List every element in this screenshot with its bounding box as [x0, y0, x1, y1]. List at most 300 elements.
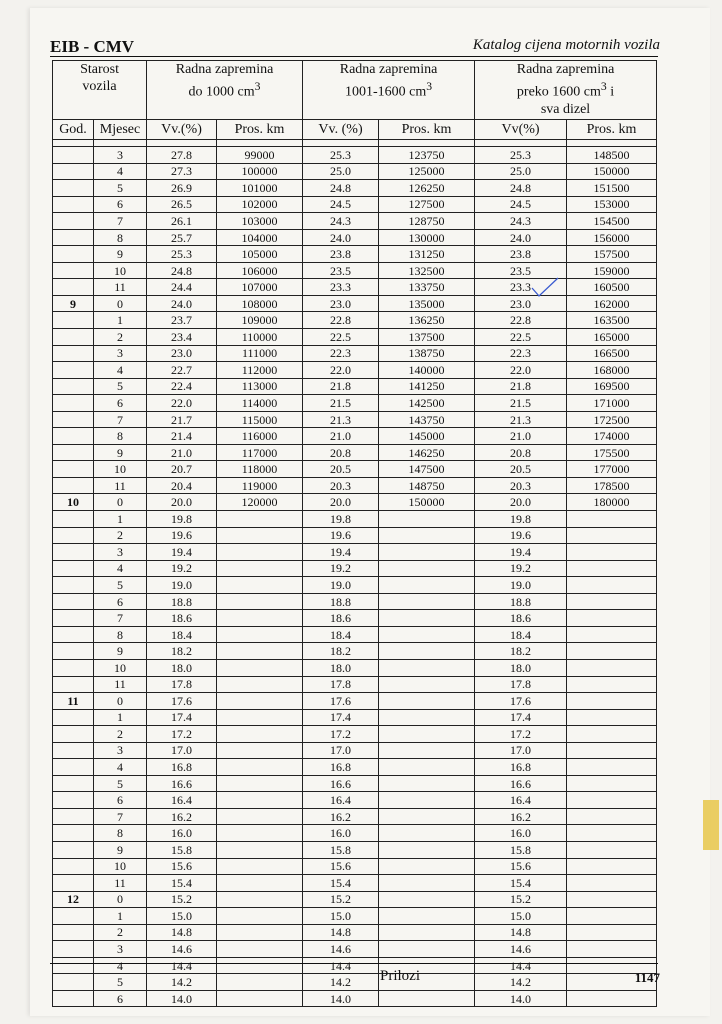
value-pct-2-cell: 18.8 — [303, 593, 379, 610]
avg-km-3-cell — [567, 511, 657, 528]
year-cell: 9 — [53, 295, 94, 312]
value-pct-1-cell: 24.4 — [147, 279, 217, 296]
avg-km-1-cell — [217, 808, 303, 825]
value-pct-2-cell: 18.4 — [303, 626, 379, 643]
value-pct-2-cell: 23.3 — [303, 279, 379, 296]
value-pct-2-cell: 15.0 — [303, 908, 379, 925]
month-cell: 6 — [94, 395, 147, 412]
month-cell: 1 — [94, 312, 147, 329]
month-cell: 2 — [94, 924, 147, 941]
month-cell: 5 — [94, 577, 147, 594]
value-pct-1-cell: 26.9 — [147, 180, 217, 197]
year-cell — [53, 626, 94, 643]
value-pct-1-cell: 17.4 — [147, 709, 217, 726]
avg-km-2-cell — [379, 792, 475, 809]
table-row — [53, 875, 657, 892]
year-cell — [53, 163, 94, 180]
year-cell — [53, 428, 94, 445]
avg-km-2-cell — [379, 924, 475, 941]
year-cell — [53, 659, 94, 676]
year-cell — [53, 808, 94, 825]
avg-km-1-cell — [217, 693, 303, 710]
value-pct-3-cell: 16.8 — [475, 759, 567, 776]
avg-km-3-cell — [567, 626, 657, 643]
avg-km-3-cell — [567, 560, 657, 577]
value-pct-1-cell: 14.8 — [147, 924, 217, 941]
avg-km-2-cell: 137500 — [379, 329, 475, 346]
sticky-tape-mark — [703, 800, 719, 850]
avg-km-3-cell: 180000 — [567, 494, 657, 511]
value-pct-3-cell: 17.4 — [475, 709, 567, 726]
avg-km-1-cell — [217, 626, 303, 643]
avg-km-3-cell — [567, 726, 657, 743]
value-pct-2-cell: 16.6 — [303, 775, 379, 792]
value-pct-2-cell: 25.3 — [303, 147, 379, 164]
value-pct-3-cell: 23.5 — [475, 262, 567, 279]
value-pct-2-cell: 16.8 — [303, 759, 379, 776]
avg-km-3-cell: 171000 — [567, 395, 657, 412]
month-cell: 7 — [94, 610, 147, 627]
year-cell — [53, 908, 94, 925]
avg-km-2-cell: 145000 — [379, 428, 475, 445]
value-pct-3-cell: 24.3 — [475, 213, 567, 230]
avg-km-2-cell: 138750 — [379, 345, 475, 362]
avg-km-3-cell — [567, 825, 657, 842]
footer-rule — [50, 963, 658, 964]
avg-km-2-cell: 146250 — [379, 444, 475, 461]
month-cell: 1 — [94, 908, 147, 925]
avg-km-1-cell — [217, 560, 303, 577]
value-pct-3-cell: 16.2 — [475, 808, 567, 825]
checkmark-pen-mark-icon — [530, 276, 560, 300]
month-cell: 9 — [94, 841, 147, 858]
table-row — [53, 444, 657, 461]
value-pct-2-cell: 20.5 — [303, 461, 379, 478]
table-row — [53, 643, 657, 660]
month-cell: 1 — [94, 511, 147, 528]
value-pct-1-cell: 20.4 — [147, 477, 217, 494]
month-cell: 0 — [94, 891, 147, 908]
month-cell: 10 — [94, 858, 147, 875]
month-cell: 5 — [94, 974, 147, 991]
avg-km-1-cell: 117000 — [217, 444, 303, 461]
table-row — [53, 494, 657, 511]
month-cell: 7 — [94, 808, 147, 825]
avg-km-1-cell — [217, 577, 303, 594]
value-pct-3-cell: 19.0 — [475, 577, 567, 594]
year-cell — [53, 312, 94, 329]
avg-km-3-cell: 177000 — [567, 461, 657, 478]
month-cell: 10 — [94, 461, 147, 478]
month-cell: 2 — [94, 527, 147, 544]
table-row — [53, 693, 657, 710]
value-pct-1-cell: 17.0 — [147, 742, 217, 759]
avg-km-2-cell — [379, 709, 475, 726]
value-pct-3-cell: 17.8 — [475, 676, 567, 693]
value-pct-2-cell: 23.5 — [303, 262, 379, 279]
avg-km-2-cell — [379, 726, 475, 743]
avg-km-1-cell — [217, 775, 303, 792]
value-pct-3-cell: 17.6 — [475, 693, 567, 710]
avg-km-1-cell: 107000 — [217, 279, 303, 296]
month-cell: 2 — [94, 726, 147, 743]
avg-km-1-cell — [217, 990, 303, 1007]
avg-km-1-cell: 106000 — [217, 262, 303, 279]
table-row — [53, 726, 657, 743]
avg-km-1-cell — [217, 825, 303, 842]
avg-km-1-cell — [217, 676, 303, 693]
avg-km-1-cell — [217, 941, 303, 958]
avg-km-2-cell: 141250 — [379, 378, 475, 395]
avg-km-1-cell: 114000 — [217, 395, 303, 412]
month-cell: 9 — [94, 643, 147, 660]
avg-km-3-cell: 157500 — [567, 246, 657, 263]
value-pct-1-cell: 19.2 — [147, 560, 217, 577]
value-pct-1-cell: 15.2 — [147, 891, 217, 908]
year-cell — [53, 329, 94, 346]
col-header-month: Mjesec — [94, 120, 147, 140]
avg-km-1-cell: 108000 — [217, 295, 303, 312]
avg-km-2-cell — [379, 825, 475, 842]
group-header-over-1600-diesel: Radna zapremina preko 1600 $cm^3$ i sva dizel — [475, 61, 657, 120]
avg-km-2-cell — [379, 593, 475, 610]
table-row — [53, 709, 657, 726]
value-pct-1-cell: 27.8 — [147, 147, 217, 164]
col-header-avg-km-1: Pros. km — [217, 120, 303, 140]
price-catalog-table — [52, 60, 657, 1007]
value-pct-3-cell: 19.6 — [475, 527, 567, 544]
avg-km-1-cell: 99000 — [217, 147, 303, 164]
avg-km-1-cell: 105000 — [217, 246, 303, 263]
col-header-avg-km-3: Pros. km — [567, 120, 657, 140]
value-pct-2-cell: 24.0 — [303, 229, 379, 246]
year-cell — [53, 511, 94, 528]
avg-km-2-cell — [379, 643, 475, 660]
value-pct-2-cell: 17.0 — [303, 742, 379, 759]
year-cell — [53, 676, 94, 693]
avg-km-2-cell — [379, 544, 475, 561]
value-pct-1-cell: 20.7 — [147, 461, 217, 478]
avg-km-2-cell: 147500 — [379, 461, 475, 478]
avg-km-1-cell — [217, 659, 303, 676]
avg-km-3-cell: 175500 — [567, 444, 657, 461]
value-pct-2-cell: 16.2 — [303, 808, 379, 825]
avg-km-1-cell — [217, 709, 303, 726]
value-pct-1-cell: 23.4 — [147, 329, 217, 346]
year-cell: 11 — [53, 693, 94, 710]
avg-km-3-cell — [567, 693, 657, 710]
value-pct-3-cell: 25.0 — [475, 163, 567, 180]
value-pct-1-cell: 14.4 — [147, 957, 217, 974]
avg-km-2-cell: 125000 — [379, 163, 475, 180]
value-pct-2-cell: 15.6 — [303, 858, 379, 875]
value-pct-1-cell: 22.0 — [147, 395, 217, 412]
month-cell: 4 — [94, 163, 147, 180]
month-cell: 7 — [94, 411, 147, 428]
table-row — [53, 891, 657, 908]
value-pct-1-cell: 17.2 — [147, 726, 217, 743]
avg-km-3-cell — [567, 908, 657, 925]
year-cell — [53, 147, 94, 164]
value-pct-3-cell: 18.2 — [475, 643, 567, 660]
value-pct-2-cell: 18.0 — [303, 659, 379, 676]
value-pct-1-cell: 16.4 — [147, 792, 217, 809]
value-pct-3-cell: 20.8 — [475, 444, 567, 461]
avg-km-3-cell — [567, 659, 657, 676]
month-cell: 11 — [94, 676, 147, 693]
month-cell: 5 — [94, 378, 147, 395]
page-number: 1147 — [634, 970, 660, 985]
value-pct-2-cell: 14.0 — [303, 990, 379, 1007]
avg-km-2-cell: 143750 — [379, 411, 475, 428]
avg-km-2-cell: 132500 — [379, 262, 475, 279]
value-pct-2-cell: 22.5 — [303, 329, 379, 346]
avg-km-3-cell — [567, 643, 657, 660]
month-cell: 7 — [94, 213, 147, 230]
year-cell — [53, 560, 94, 577]
table-row — [53, 775, 657, 792]
table-row — [53, 610, 657, 627]
value-pct-2-cell: 16.4 — [303, 792, 379, 809]
value-pct-1-cell: 15.4 — [147, 875, 217, 892]
value-pct-3-cell: 21.3 — [475, 411, 567, 428]
value-pct-1-cell: 26.5 — [147, 196, 217, 213]
avg-km-2-cell — [379, 941, 475, 958]
value-pct-1-cell: 15.0 — [147, 908, 217, 925]
header-spacer-row — [53, 140, 657, 147]
month-cell: 3 — [94, 345, 147, 362]
table-row — [53, 990, 657, 1007]
avg-km-2-cell: 148750 — [379, 477, 475, 494]
avg-km-1-cell: 100000 — [217, 163, 303, 180]
value-pct-2-cell: 20.3 — [303, 477, 379, 494]
value-pct-2-cell: 22.8 — [303, 312, 379, 329]
avg-km-3-cell — [567, 990, 657, 1007]
avg-km-2-cell: 140000 — [379, 362, 475, 379]
year-cell — [53, 395, 94, 412]
value-pct-1-cell: 20.0 — [147, 494, 217, 511]
avg-km-3-cell — [567, 792, 657, 809]
value-pct-2-cell: 14.8 — [303, 924, 379, 941]
year-cell — [53, 709, 94, 726]
table-row — [53, 312, 657, 329]
table-row — [53, 841, 657, 858]
value-pct-2-cell: 19.4 — [303, 544, 379, 561]
table-row — [53, 792, 657, 809]
year-cell — [53, 279, 94, 296]
avg-km-3-cell — [567, 544, 657, 561]
table-row — [53, 378, 657, 395]
group-header-up-to-1000: Radna zapremina do 1000 $cm^3$ — [147, 61, 303, 120]
value-pct-1-cell: 19.0 — [147, 577, 217, 594]
avg-km-1-cell — [217, 891, 303, 908]
header-rule — [50, 56, 658, 57]
value-pct-2-cell: 19.8 — [303, 511, 379, 528]
value-pct-2-cell: 19.2 — [303, 560, 379, 577]
month-cell: 9 — [94, 246, 147, 263]
table-row — [53, 329, 657, 346]
avg-km-3-cell — [567, 775, 657, 792]
avg-km-2-cell: 136250 — [379, 312, 475, 329]
value-pct-3-cell: 15.2 — [475, 891, 567, 908]
table-row — [53, 428, 657, 445]
year-cell — [53, 196, 94, 213]
avg-km-3-cell: 159000 — [567, 262, 657, 279]
value-pct-2-cell: 14.4 — [303, 957, 379, 974]
avg-km-2-cell — [379, 626, 475, 643]
value-pct-1-cell: 21.0 — [147, 444, 217, 461]
year-cell — [53, 759, 94, 776]
value-pct-2-cell: 23.0 — [303, 295, 379, 312]
month-cell: 3 — [94, 941, 147, 958]
value-pct-2-cell: 21.0 — [303, 428, 379, 445]
value-pct-1-cell: 19.8 — [147, 511, 217, 528]
value-pct-1-cell: 22.4 — [147, 378, 217, 395]
value-pct-3-cell: 22.3 — [475, 345, 567, 362]
avg-km-3-cell: 166500 — [567, 345, 657, 362]
avg-km-1-cell — [217, 841, 303, 858]
table-row — [53, 213, 657, 230]
value-pct-1-cell: 18.0 — [147, 659, 217, 676]
avg-km-1-cell — [217, 875, 303, 892]
value-pct-2-cell: 23.8 — [303, 246, 379, 263]
avg-km-2-cell — [379, 891, 475, 908]
value-pct-3-cell: 23.8 — [475, 246, 567, 263]
avg-km-1-cell: 104000 — [217, 229, 303, 246]
avg-km-3-cell: 169500 — [567, 378, 657, 395]
value-pct-1-cell: 17.8 — [147, 676, 217, 693]
avg-km-3-cell: 148500 — [567, 147, 657, 164]
avg-km-3-cell — [567, 924, 657, 941]
year-cell — [53, 262, 94, 279]
avg-km-2-cell — [379, 858, 475, 875]
value-pct-2-cell: 25.0 — [303, 163, 379, 180]
month-cell: 3 — [94, 544, 147, 561]
value-pct-3-cell: 22.8 — [475, 312, 567, 329]
value-pct-3-cell: 24.5 — [475, 196, 567, 213]
value-pct-1-cell: 21.4 — [147, 428, 217, 445]
value-pct-2-cell: 21.3 — [303, 411, 379, 428]
table-row — [53, 924, 657, 941]
value-pct-2-cell: 17.2 — [303, 726, 379, 743]
value-pct-2-cell: 21.5 — [303, 395, 379, 412]
avg-km-1-cell — [217, 858, 303, 875]
value-pct-3-cell: 25.3 — [475, 147, 567, 164]
value-pct-2-cell: 20.0 — [303, 494, 379, 511]
avg-km-1-cell — [217, 511, 303, 528]
value-pct-3-cell: 23.3 — [475, 279, 567, 296]
value-pct-2-cell: 17.4 — [303, 709, 379, 726]
year-cell — [53, 941, 94, 958]
month-cell: 3 — [94, 742, 147, 759]
table-row — [53, 560, 657, 577]
month-cell: 11 — [94, 875, 147, 892]
col-header-year: God. — [53, 120, 94, 140]
value-pct-2-cell: 19.0 — [303, 577, 379, 594]
value-pct-3-cell: 21.5 — [475, 395, 567, 412]
month-cell: 0 — [94, 693, 147, 710]
value-pct-3-cell: 15.6 — [475, 858, 567, 875]
col-header-value-pct-1: Vv.(%) — [147, 120, 217, 140]
year-cell — [53, 593, 94, 610]
avg-km-2-cell: 135000 — [379, 295, 475, 312]
avg-km-1-cell: 113000 — [217, 378, 303, 395]
value-pct-1-cell: 21.7 — [147, 411, 217, 428]
avg-km-2-cell: 130000 — [379, 229, 475, 246]
year-cell — [53, 345, 94, 362]
value-pct-1-cell: 17.6 — [147, 693, 217, 710]
table-row — [53, 659, 657, 676]
avg-km-2-cell: 126250 — [379, 180, 475, 197]
avg-km-2-cell — [379, 742, 475, 759]
month-cell: 4 — [94, 560, 147, 577]
table-row — [53, 825, 657, 842]
value-pct-3-cell: 19.2 — [475, 560, 567, 577]
avg-km-2-cell — [379, 511, 475, 528]
avg-km-3-cell: 151500 — [567, 180, 657, 197]
value-pct-2-cell: 22.3 — [303, 345, 379, 362]
table-row — [53, 295, 657, 312]
avg-km-1-cell — [217, 544, 303, 561]
year-cell — [53, 792, 94, 809]
avg-km-1-cell: 103000 — [217, 213, 303, 230]
year-cell — [53, 444, 94, 461]
value-pct-2-cell: 24.5 — [303, 196, 379, 213]
month-cell: 6 — [94, 792, 147, 809]
value-pct-1-cell: 18.8 — [147, 593, 217, 610]
value-pct-2-cell: 16.0 — [303, 825, 379, 842]
value-pct-1-cell: 23.7 — [147, 312, 217, 329]
avg-km-3-cell: 163500 — [567, 312, 657, 329]
year-cell — [53, 957, 94, 974]
avg-km-1-cell — [217, 726, 303, 743]
value-pct-2-cell: 17.6 — [303, 693, 379, 710]
table-row — [53, 279, 657, 296]
year-cell — [53, 742, 94, 759]
avg-km-3-cell — [567, 759, 657, 776]
month-cell: 6 — [94, 196, 147, 213]
year-cell — [53, 858, 94, 875]
year-cell — [53, 610, 94, 627]
value-pct-2-cell: 24.3 — [303, 213, 379, 230]
avg-km-3-cell: 174000 — [567, 428, 657, 445]
avg-km-3-cell — [567, 593, 657, 610]
year-cell — [53, 527, 94, 544]
sub-header-row — [53, 120, 657, 140]
col-header-value-pct-2: Vv. (%) — [303, 120, 379, 140]
year-cell — [53, 577, 94, 594]
table-row — [53, 527, 657, 544]
avg-km-3-cell: 156000 — [567, 229, 657, 246]
month-cell: 4 — [94, 957, 147, 974]
table-row — [53, 477, 657, 494]
month-cell: 8 — [94, 229, 147, 246]
value-pct-3-cell: 15.4 — [475, 875, 567, 892]
month-cell: 8 — [94, 825, 147, 842]
avg-km-2-cell: 131250 — [379, 246, 475, 263]
table-row — [53, 544, 657, 561]
avg-km-1-cell: 119000 — [217, 477, 303, 494]
table-body — [53, 147, 657, 1007]
value-pct-2-cell: 14.6 — [303, 941, 379, 958]
value-pct-2-cell: 15.4 — [303, 875, 379, 892]
table-row — [53, 180, 657, 197]
value-pct-1-cell: 16.2 — [147, 808, 217, 825]
avg-km-3-cell — [567, 858, 657, 875]
avg-km-1-cell — [217, 957, 303, 974]
value-pct-3-cell: 20.0 — [475, 494, 567, 511]
avg-km-1-cell: 112000 — [217, 362, 303, 379]
